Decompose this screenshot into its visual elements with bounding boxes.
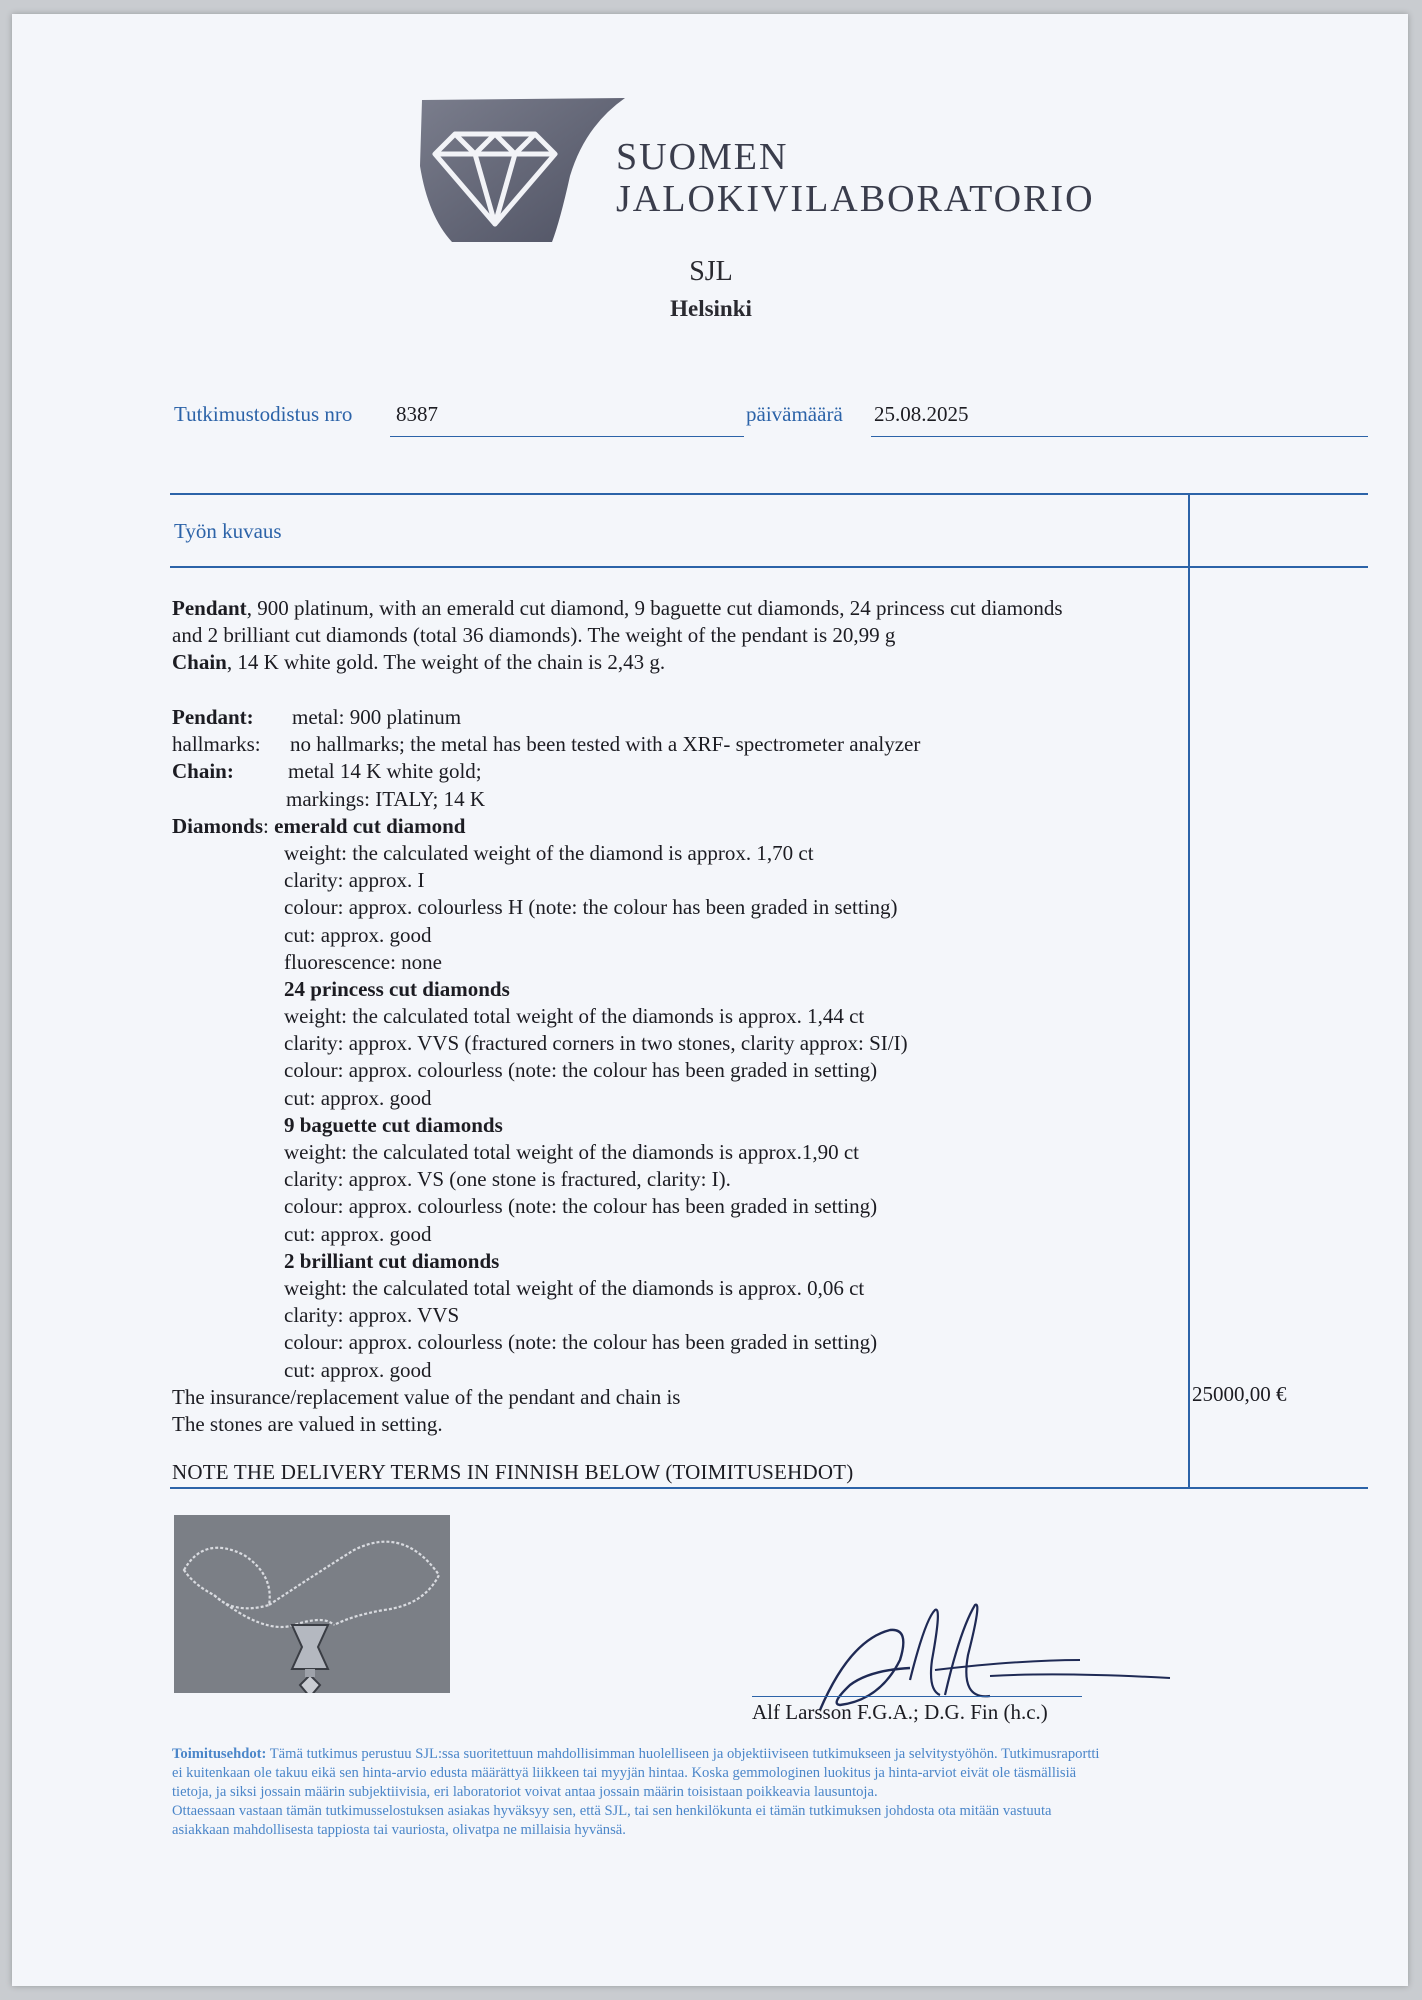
princess-title: 24 princess cut diamonds [284, 976, 510, 1001]
signature-line [752, 1696, 1082, 1697]
chain-markings: markings: ITALY; 14 K [286, 786, 486, 811]
terms-line2: ei kuitenkaan ole takuu eikä sen hinta-arvio edusta määrättyä liikkeen tai myyjän hintaa. Koska gemmologinen luokitus ja hinta-arviot eivät ole täsmällisiä [172, 1765, 1077, 1781]
description-line2: and 2 brilliant cut diamonds (total 36 diamonds). The weight of the pendant is 20,99 g [172, 623, 896, 648]
baguette-title: 9 baguette cut diamonds [284, 1112, 503, 1137]
diamonds-label: Diamonds [172, 813, 264, 838]
pendant-label: Pendant: [172, 705, 254, 729]
lab-name-line2: JALOKIVILABORATORIO [616, 178, 1095, 220]
terms-line3: tietoja, ja siksi jossain määrin subjektiivisia, eri laboratoriot voivat antaa jossain määrin toisistaan poikkeavia lausuntoja. [172, 1784, 878, 1800]
item-details [172, 704, 1182, 1438]
brilliant-property: clarity: approx. VVS [284, 1303, 460, 1328]
number-underline [390, 436, 744, 437]
item-description [172, 595, 1182, 677]
table-divider [1188, 493, 1190, 1489]
insurance-text: The insurance/replacement value of the pendant and chain is [172, 1384, 681, 1409]
brilliant-title: 2 brilliant cut diamonds [284, 1248, 500, 1273]
emerald-property: fluorescence: none [284, 949, 443, 974]
brilliant-property: colour: approx. colourless (note: the colour has been graded in setting) [284, 1330, 878, 1355]
hallmarks-value: no hallmarks; the metal has been tested with a XRF- spectrometer analyzer [290, 732, 921, 757]
brilliant-property: cut: approx. good [284, 1357, 432, 1382]
chain-label: Chain: [172, 759, 234, 784]
description-chain-bold: Chain [172, 650, 227, 675]
princess-property: clarity: approx. VVS (fractured corners in two stones, clarity approx: SI/I) [284, 1031, 908, 1056]
emerald-property: clarity: approx. I [284, 868, 425, 893]
lab-city: Helsinki [670, 296, 752, 321]
signatory-name: Alf Larsson F.G.A.; D.G. Fin (h.c.) [752, 1700, 1048, 1724]
baguette-property: clarity: approx. VS (one stone is fractured, clarity: I). [284, 1167, 731, 1192]
diamond-icon [410, 96, 625, 242]
baguette-property: colour: approx. colourless (note: the colour has been graded in setting) [284, 1194, 878, 1219]
insurance-value: 25000,00 € [1192, 1382, 1287, 1406]
description-line3: , 14 K white gold. The weight of the chain is 2,43 g. [226, 650, 666, 675]
diamonds-colon: : [263, 813, 269, 838]
terms-line1: Tämä tutkimus perustuu SJL:ssa suoritettuun mahdollisimman huolelliseen ja objektiiviseen tutkimukseen ja selvitystyöhön. Tutkimusraportti [266, 1746, 1100, 1762]
pendant-photo [174, 1515, 450, 1693]
emerald-property: colour: approx. colourless H (note: the colour has been graded in setting) [284, 895, 898, 920]
lab-name [616, 136, 1095, 220]
baguette-property: cut: approx. good [284, 1221, 432, 1246]
pendant-metal: metal: 900 platinum [292, 705, 462, 729]
terms-label: Toimitusehdot: [172, 1746, 267, 1762]
emerald-property: weight: the calculated weight of the diamond is approx. 1,70 ct [284, 840, 814, 865]
baguette-property: weight: the calculated total weight of the diamonds is approx.1,90 ct [284, 1140, 860, 1164]
emerald-property: cut: approx. good [284, 922, 432, 947]
hallmarks-label: hallmarks: [172, 732, 261, 757]
certificate-number: 8387 [396, 402, 438, 426]
lab-name-line1: SUOMEN [616, 136, 789, 178]
princess-property: weight: the calculated total weight of the diamonds is approx. 1,44 ct [284, 1004, 865, 1029]
princess-property: cut: approx. good [284, 1085, 432, 1110]
delivery-note: NOTE THE DELIVERY TERMS IN FINNISH BELOW (TOIMITUSEHDOT) [172, 1460, 854, 1484]
terms-line5: asiakkaan mahdollisesta tappiosta tai vauriosta, olivatpa ne millaisia hyvänsä. [172, 1822, 626, 1838]
description-pendant-bold: Pendant [172, 596, 247, 620]
terms-line4: Ottaessaan vastaan tämän tutkimusselostuksen asiakas hyväksyy sen, että SJL, tai sen henkilökunta ei tämän tutkimuksen johdosta ota mitään vastuuta [172, 1803, 1052, 1819]
stones-note: The stones are valued in setting. [172, 1411, 443, 1436]
certificate-date: 25.08.2025 [874, 402, 969, 426]
princess-property: colour: approx. colourless (note: the colour has been graded in setting) [284, 1058, 878, 1083]
lab-abbr: SJL [689, 256, 733, 287]
date-label: päivämäärä [746, 402, 843, 426]
brilliant-property: weight: the calculated total weight of the diamonds is approx. 0,06 ct [284, 1275, 865, 1300]
chain-metal: metal 14 K white gold; [288, 759, 482, 784]
delivery-terms [172, 1745, 1342, 1840]
certificate-number-label: Tutkimustodistus nro [174, 402, 353, 426]
date-underline [871, 436, 1368, 437]
section-title: Työn kuvaus [174, 519, 282, 543]
description-line1: , 900 platinum, with an emerald cut diamond, 9 baguette cut diamonds, 24 princess cut diamonds [246, 596, 1063, 620]
emerald-title: emerald cut diamond [274, 813, 466, 838]
